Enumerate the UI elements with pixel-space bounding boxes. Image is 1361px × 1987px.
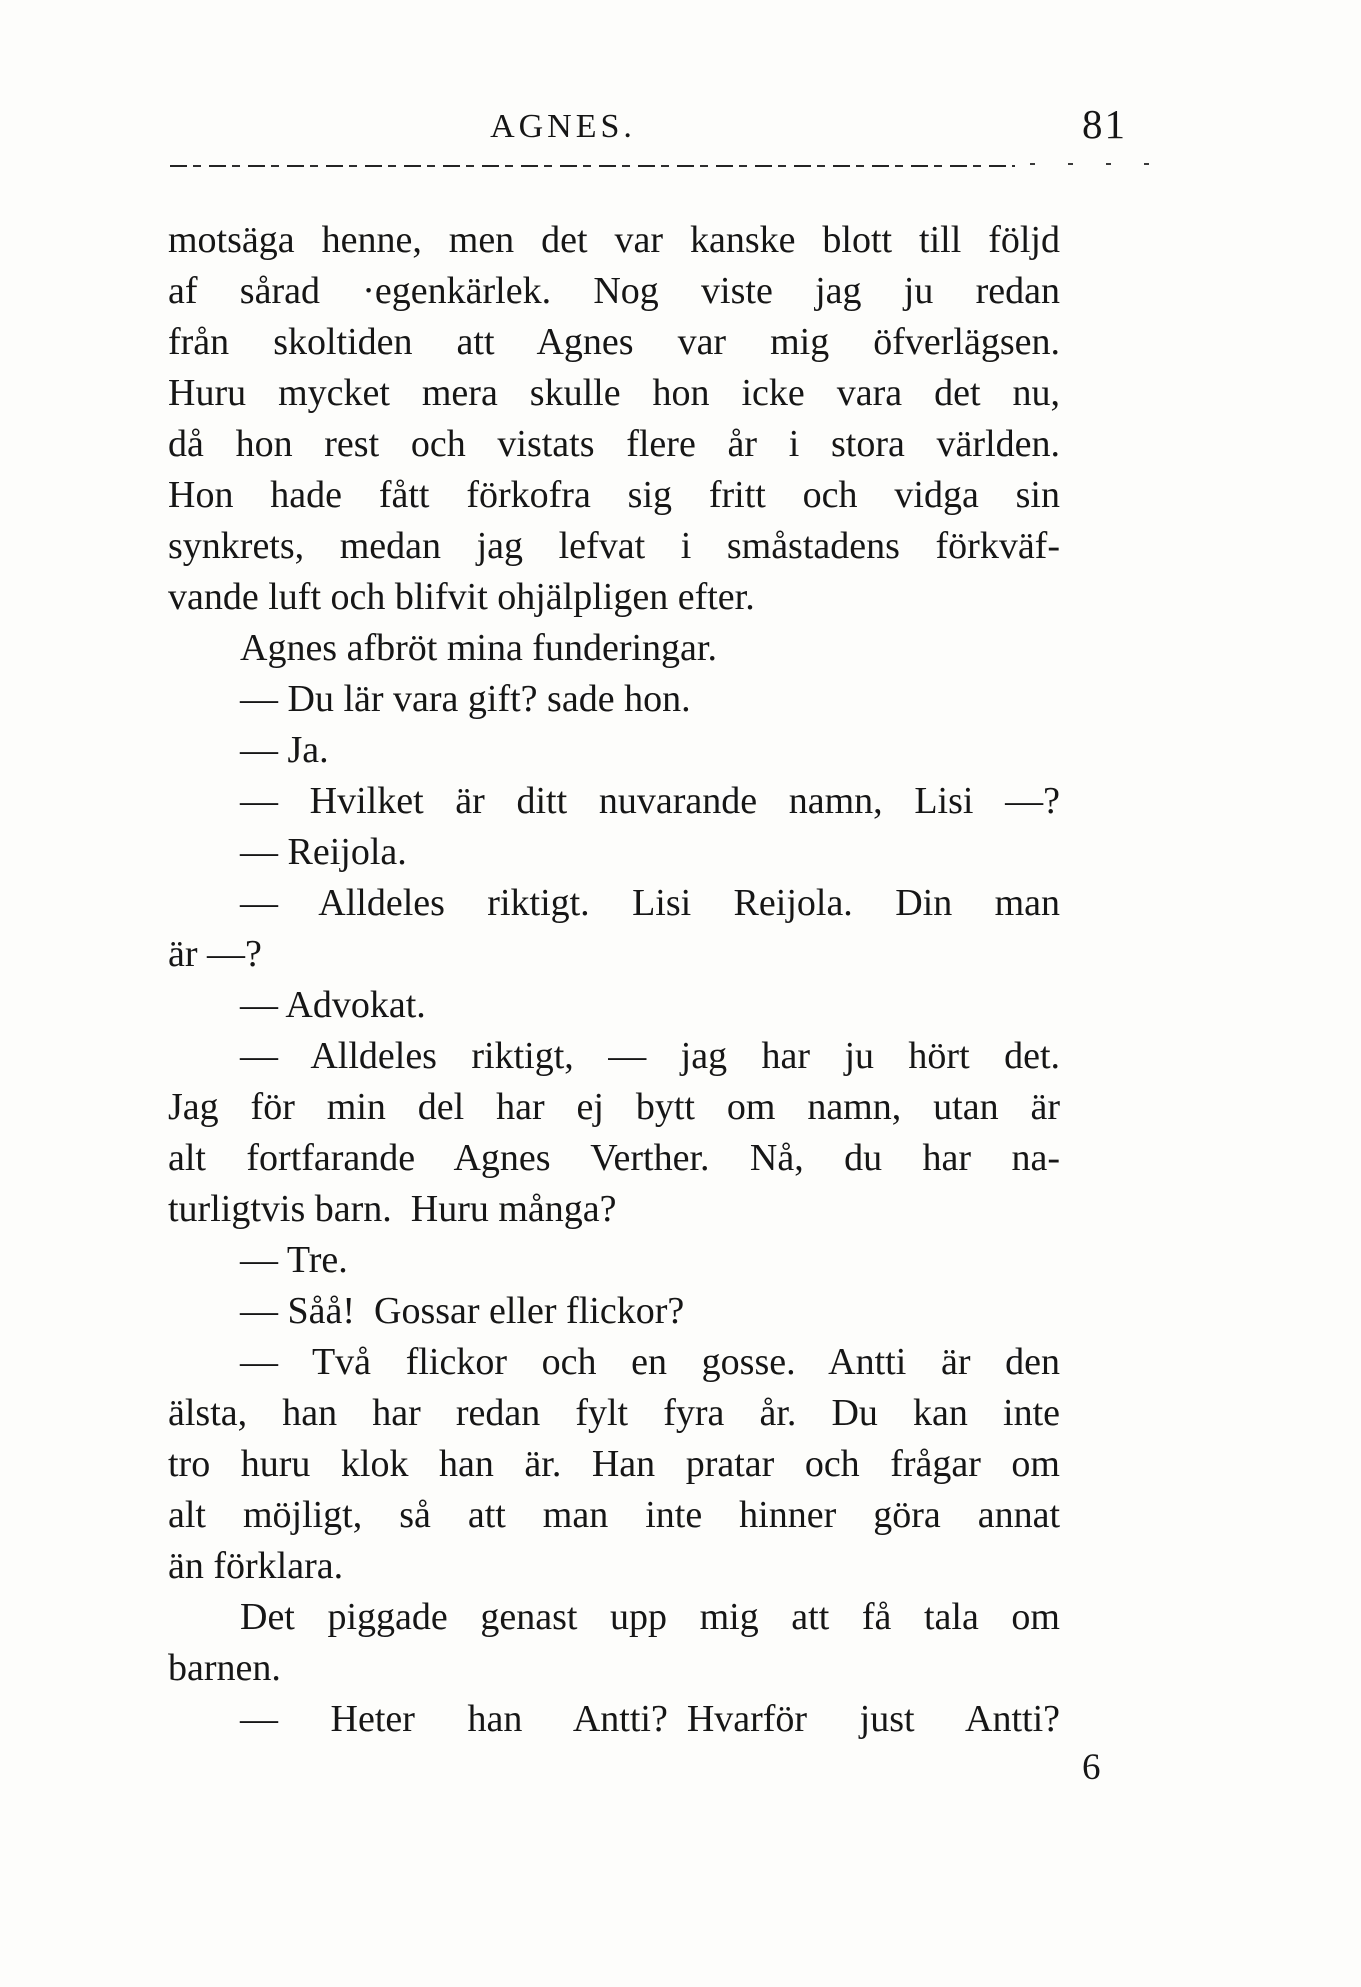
text-line: af sårad ·egenkärlek. Nog viste jag ju redan [168,270,1060,312]
text-line: än förklara. [168,1545,344,1587]
text-line: turligtvis barn. Huru många? [168,1188,617,1230]
text-line: från skoltiden att Agnes var mig öfverlägsen. [168,321,1060,363]
text-line: Det piggade genast upp mig att få tala om [240,1596,1060,1638]
text-line: — Ja. [240,729,329,771]
text-line: — Alldeles riktigt. Lisi Reijola. Din man [240,882,1060,924]
text-line: är —? [168,933,262,975]
signature-mark: 6 [1082,1747,1101,1788]
page-number: 81 [1082,101,1127,147]
text-line: Hon hade fått förkofra sig fritt och vidga sin [168,474,1060,516]
running-title: AGNES. [490,108,636,145]
text-line: — Två flickor och en gosse. Antti är den [240,1341,1060,1383]
text-line: Jag för min del har ej bytt om namn, utan är [168,1086,1060,1128]
text-line: — Reijola. [240,831,407,873]
text-line: — Advokat. [240,984,426,1026]
text-line: barnen. [168,1647,281,1689]
text-line: då hon rest och vistats flere år i stora världen. [168,423,1060,465]
text-line: Huru mycket mera skulle hon icke vara det nu, [168,372,1060,414]
text-line: — Hvilket är ditt nuvarande namn, Lisi —? [240,780,1060,822]
text-line: alt fortfarande Agnes Verther. Nå, du har na- [168,1137,1060,1179]
text-line: älsta, han har redan fylt fyra år. Du kan inte [168,1392,1060,1434]
text-line: alt möjligt, så att man inte hinner göra annat [168,1494,1060,1536]
header-rule [170,164,1015,167]
text-line: tro huru klok han är. Han pratar och frågar om [168,1443,1060,1485]
text-block [168,215,1060,1745]
text-line: — Såå! Gossar eller flickor? [240,1290,685,1332]
text-line: vande luft och blifvit ohjälpligen efter. [168,576,755,618]
header-rule-specks [1030,163,1150,166]
text-line: Agnes afbröt mina funderingar. [240,627,717,669]
text-line: motsäga henne, men det var kanske blott till följd [168,219,1060,261]
text-line: — Alldeles riktigt, — jag har ju hört det. [240,1035,1060,1077]
text-line: synkrets, medan jag lefvat i småstadens förkväf- [168,525,1060,567]
text-line: — Heter han Antti? Hvarför just Antti? [240,1698,1060,1740]
text-line: — Du lär vara gift? sade hon. [240,678,691,720]
text-line: — Tre. [240,1239,348,1281]
